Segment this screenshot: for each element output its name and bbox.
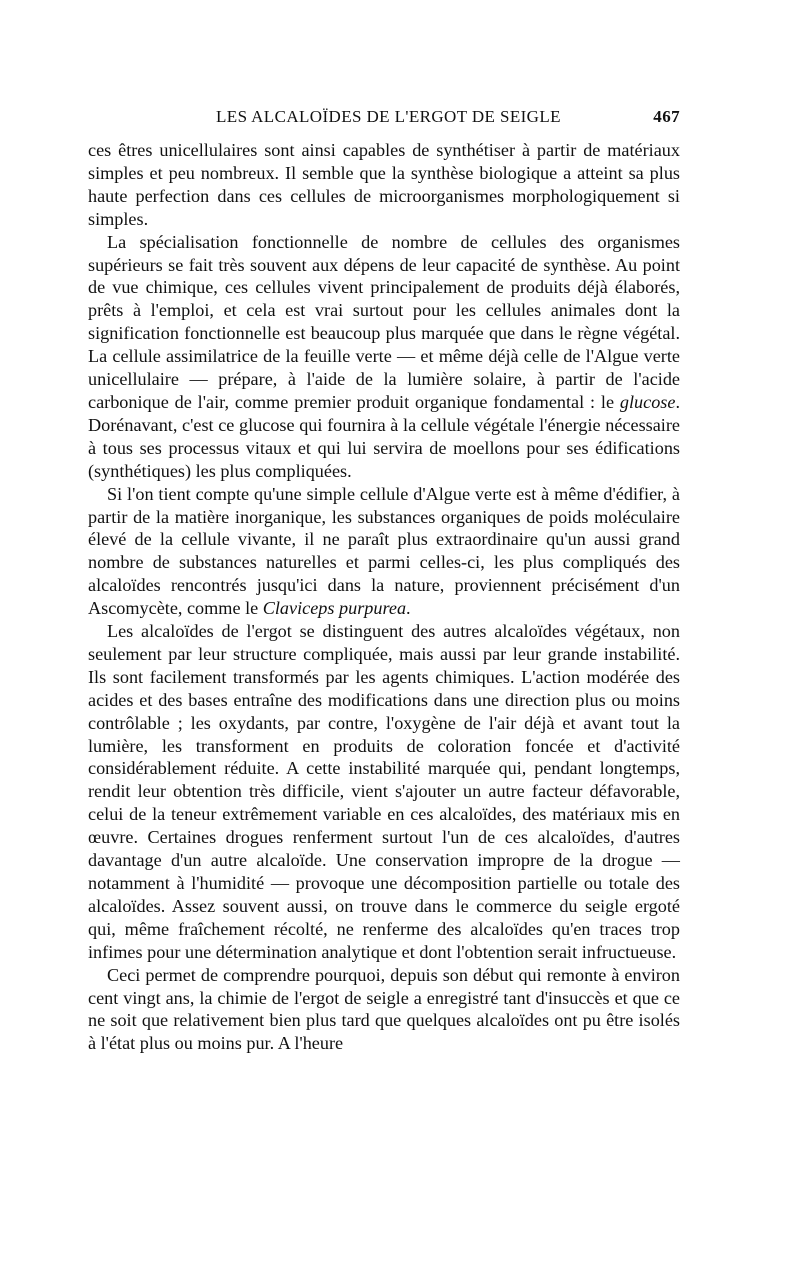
text-run: . Dorénavant, c'est ce glucose qui fournira à la cellule végétale l'énergie nécessaire à tous ses processus vitaux et qui lui servira de moellons pour ses édifications (synthétiques) les plus compliquées. bbox=[88, 391, 680, 481]
text-run: La spécialisation fonctionnelle de nombre de cellules des organismes supérieurs se fait très souvent aux dépens de leur capacité de synthèse. Au point de vue chimique, ces cellules vivent principalement de produits déjà élaborés, prêts à l'emploi, et cela est vrai surtout pour les cellules animales dont la signification fonctionnelle est beaucoup plus marquée que dans le règne végétal. La cellule assimilatrice de la feuille verte — et même déjà celle de l'Algue verte unicellulaire — prépare, à l'aide de la lumière solaire, à partir de l'acide carbonique de l'air, comme premier produit organique fondamental : le bbox=[88, 231, 680, 412]
text-run: Si l'on tient compte qu'une simple cellule d'Algue verte est à même d'édifier, à partir de la matière inorganique, les substances organiques de poids moléculaire élevé de la cellule vivante, il ne paraît plus extraordinaire qu'un aussi grand nombre de substances naturelles et parmi celles-ci, les plus compliqués des alcaloïdes rencontrés jusqu'ici dans la nature, proviennent précisément d'un Ascomycète, comme le bbox=[88, 483, 680, 619]
running-title: LES ALCALOÏDES DE L'ERGOT DE SEIGLE bbox=[216, 107, 561, 126]
page-number: 467 bbox=[653, 107, 680, 126]
text-run: ces êtres unicellulaires sont ainsi capables de synthétiser à partir de matériaux simples et peu nombreux. Il semble que la synthèse biologique a atteint sa plus haute perfection dans ces cellules de microorganismes morphologiquement si simples. bbox=[88, 140, 680, 229]
italic-term: glucose bbox=[619, 391, 676, 412]
text-run: Les alcaloïdes de l'ergot se distinguent des autres alcaloïdes végétaux, non seulement par leur structure compliquée, mais aussi par leur grande instabilité. Ils sont facilement transformés par les agents chimiques. L'action modérée des acides et des bases entraîne des modifications dans une direction plus ou moins contrôlable ; les oxydants, par contre, l'oxygène de l'air déjà et avant tout la lumière, les transforment en produits de coloration foncée et d'activité considérablement réduite. A cette instabilité marquée qui, pendant longtemps, rendit leur obtention très difficile, vient s'ajouter un autre facteur défavorable, celui de la teneur extrêmement variable en ces alcaloïdes, des matériaux mis en œuvre. Certaines drogues renferment surtout l'un de ces alcaloïdes, d'autres davantage d'un autre alcaloïde. Une conservation impropre de la drogue — notamment à l'humidité — provoque une décomposition partielle ou totale des alcaloïdes. Assez souvent aussi, on trouve dans le commerce du seigle ergoté qui, même fraîchement récolté, ne renferme des alcaloïdes qu'en traces trop infimes pour une détermination analytique et dont l'obtention serait infructueuse. bbox=[88, 621, 680, 962]
running-header bbox=[88, 103, 680, 127]
paragraph bbox=[88, 620, 680, 964]
body-text bbox=[88, 139, 680, 1055]
paragraph bbox=[88, 139, 680, 231]
text-run: Ceci permet de comprendre pourquoi, depuis son début qui remonte à environ cent vingt ans, la chimie de l'ergot de seigle a enregistré tant d'insuccès et que ce ne soit que relativement bien plus tard que quelques alcaloïdes ont pu être isolés à l'état plus ou moins pur. A l'heure bbox=[88, 964, 680, 1054]
paragraph bbox=[88, 483, 680, 620]
text-run: . bbox=[406, 598, 411, 619]
italic-term: Claviceps purpurea bbox=[262, 598, 407, 619]
paragraph bbox=[88, 964, 680, 1056]
paragraph bbox=[88, 231, 680, 483]
